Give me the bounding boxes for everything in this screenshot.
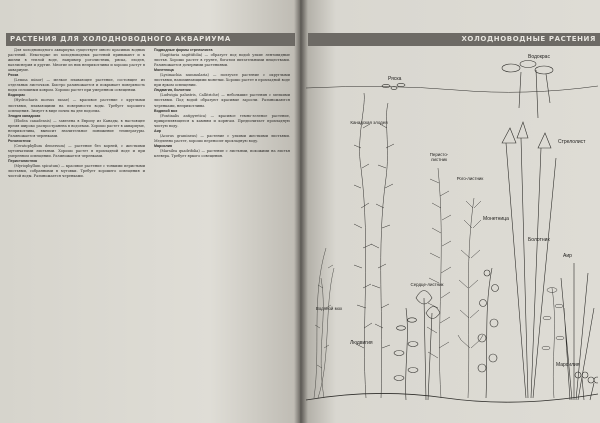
paragraph: (Lemna minor) — мелкое плавающее растение, состоящее из отдельных листочков. Быстро размножается и покрывает поверхность воды сплошным ковром. Хорошо растет при умеренном освещении. [8, 78, 145, 93]
book-gutter [294, 0, 308, 423]
paragraph: (Marsilea quadrifolia) — растение с листьями, похожими на листья клевера. Требует яркого освещения. [154, 148, 290, 158]
section-heading: Подводные формы стрелолиста [154, 48, 213, 52]
label-ludvigiya: Людвигия [350, 340, 373, 346]
section-heading: Аир [154, 128, 161, 133]
label-strelolist: Стрелолист [558, 139, 586, 145]
section-heading: Перистолистник [8, 159, 38, 164]
text-column-1 [8, 48, 145, 418]
left-page-header: РАСТЕНИЯ ДЛЯ ХОЛОДНОВОДНОГО АКВАРИУМА [6, 33, 295, 46]
section-heading: Роголистник [8, 138, 31, 143]
bolotnik-plant [542, 288, 564, 398]
label-rogolistnik: Рого-листник [456, 176, 484, 181]
paragraph: Для холодноводного аквариума существует много красивых водных растений. Некоторые из холодноводных растений привыкают и к жизни в теплой воде, например роголистник, ряска, элодея, валлиснерия и другие. Многие из них неприхотливы и хорошо растут в аквариуме. [8, 48, 145, 73]
right-page [300, 0, 600, 423]
paragraph: (Elodea canadensis) — завезена в Европу из Канады, в настоящее время широко распространена в водоемах. Хорошо растет в аквариуме, неприхотлива, выносит значительное понижение температуры. Размножается черенками. [8, 118, 145, 138]
paragraph: (Hydrocharis morsus ranae) — красивое растение с круглыми листьями, плавающими на поверхности воды. Требует хорошего освещения. Зимует в виде почек на дне водоема. [8, 98, 145, 113]
rogolistnik-plant [458, 198, 483, 398]
label-vodokras: Водокрас [528, 54, 550, 60]
water-surface-line [306, 86, 598, 92]
paragraph: (Myriophyllum spicatum) — красивое растение с тонкими перистыми листьями, собранными в мутовки. Требует хорошего освещения и чистой воды. Размножается черенками. [8, 164, 145, 179]
section-heading: Элодея канадская [8, 113, 41, 118]
paragraph: (Ludwigia palustris, Callitriche) — небольшие растения с мелкими листьями. Под водой образуют красивые заросли. Размножаются черенками, неприхотливы. [154, 93, 290, 108]
plants-illustration [306, 48, 598, 420]
elodea-plant [354, 93, 394, 398]
section-heading: Водяной мох [154, 108, 178, 113]
section-heading: Водокрас [8, 93, 26, 98]
text-column-2 [154, 48, 290, 418]
label-bolotnik: Болотник [528, 237, 550, 243]
paragraph: (Lysimachia nummularia) — ползучее растение с округлыми листьями, напоминающими монетки. Хорошо растет в прохладной воде при ярком освещении. [154, 73, 290, 88]
ludvigiya-plant [394, 308, 418, 400]
label-peristolistnik: Перисто-листник [429, 152, 449, 162]
monetnitsa-plant [478, 268, 499, 398]
label-kanadskaya-elodeya: Канадская элодея [350, 120, 388, 125]
paragraph: (Fontinalis antipyretica) — красивое темно-зеленое растение, прикрепляющееся к камням и корягам. Предпочитает прохладную чистую воду. [154, 113, 290, 128]
label-ryaska: Ряска [388, 76, 402, 82]
section-heading: Монетница [154, 68, 174, 73]
section-heading: Марсилия [154, 143, 173, 148]
section-heading: Людвигия, болотник [154, 88, 191, 93]
strelolist-plant [502, 122, 556, 398]
label-marsiliya: Марсилия [556, 362, 580, 368]
vodyanoy-moh-plant [314, 248, 334, 398]
label-air: Аир [563, 253, 572, 259]
paragraph: (Acorus gramineus) — растение с узкими жесткими листьями. Медленно растет, хорошо переносит прохладную воду. [154, 133, 290, 143]
label-serdtselistnik: Сердце-листник [410, 282, 444, 287]
paragraph: (Ceratophyllum demersum) — растение без корней, с жесткими мутовчатыми листьями. Хорошо растет в прохладной воде и при умеренном освещении. Размножается черенками. [8, 143, 145, 158]
label-monetnitsa: Монетница [483, 216, 509, 222]
serdtselistnik-plant [416, 291, 440, 401]
right-page-header: ХОЛОДНОВОДНЫЕ РАСТЕНИЯ [308, 33, 600, 46]
section-heading: Ряска [8, 73, 19, 78]
vodokras-plant [502, 61, 553, 119]
paragraph: (Sagittaria sagittifolia) — образует под водой узкие лентовидные листья. Хорошо растет в грунте, богатом питательными веществами. Размножается дочерними растениями. [154, 53, 290, 68]
air-plant [561, 263, 594, 400]
label-vodyanoy-moh: Водяной мох [315, 306, 343, 311]
